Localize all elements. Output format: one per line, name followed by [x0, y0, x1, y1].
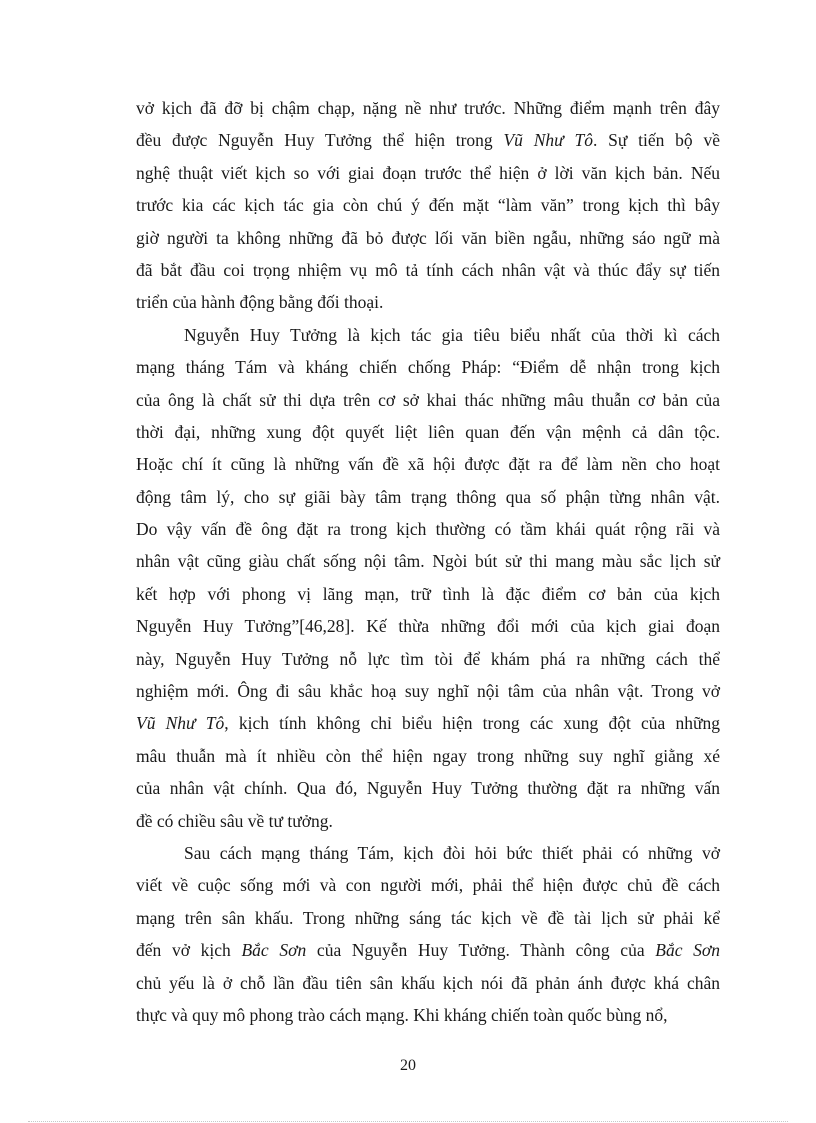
text-run: viết về cuộc sống mới và con người mới, phải thể hiện được chủ đề cách [136, 875, 720, 896]
text-line [136, 934, 720, 966]
text-line [136, 675, 720, 707]
text-run: vở kịch đã đỡ bị chậm chạp, nặng nề như trước. Những điểm mạnh trên đây [136, 98, 720, 118]
text-run: giờ người ta không những đã bỏ được lối văn biền ngẫu, những sáo ngữ mà [136, 227, 720, 248]
text-line [136, 319, 720, 351]
text-run: chủ yếu là ở chỗ lần đầu tiên sân khấu kịch nói đã phản ánh được khá chân [136, 972, 720, 993]
text-run: . Sự tiến bộ về [592, 130, 720, 151]
text-run: thực và quy mô phong trào cách mạng. Khi kháng chiến toàn quốc bùng nổ, [136, 1004, 668, 1025]
text-run: này, Nguyễn Huy Tưởng nỗ lực tìm tòi để khám phá ra những cách thể [136, 648, 720, 669]
paragraph [136, 837, 720, 1031]
text-line [136, 869, 720, 901]
work-title: Vũ Như Tô [503, 130, 593, 151]
text-run: đề có chiều sâu về tư tưởng. [136, 810, 333, 831]
work-title: Vũ Như Tô [136, 713, 225, 734]
text-run: , kịch tính không chỉ biểu hiện trong các xung đột của những [224, 713, 720, 734]
text-run: kết hợp với phong vị lãng mạn, trữ tình là đặc điểm cơ bản của kịch [136, 583, 720, 604]
text-line [136, 286, 720, 318]
text-line [136, 772, 720, 804]
text-run: mạng trên sân khấu. Trong những sáng tác kịch về đề tài lịch sử phải kể [136, 907, 720, 928]
text-run: trước kia các kịch tác gia còn chú ý đến mặt “làm văn” trong kịch thì bây [136, 195, 720, 216]
text-line [136, 578, 720, 610]
text-line [136, 902, 720, 934]
body-text [136, 92, 720, 1031]
text-line [136, 545, 720, 577]
text-run: nhân vật cũng giàu chất sống nội tâm. Ngòi bút sử thi mang màu sắc lịch sử [136, 551, 720, 572]
text-run: triển của hành động bằng đối thoại. [136, 292, 384, 313]
text-line [136, 740, 720, 772]
text-run: đã bắt đầu coi trọng nhiệm vụ mô tả tính cách nhân vật và thúc đẩy sự tiến [136, 259, 720, 280]
text-run: Nguyễn Huy Tưởng”[46,28]. Kế thừa những đổi mới của kịch giai đoạn [136, 616, 720, 637]
text-run: Sau cách mạng tháng Tám, kịch đòi hỏi bức thiết phải có những vở [184, 842, 720, 863]
text-line [136, 805, 720, 837]
text-line [136, 124, 720, 156]
text-line [136, 157, 720, 189]
text-run: Do vậy vấn đề ông đặt ra trong kịch thường có tầm khái quát rộng rãi và [136, 519, 720, 540]
text-line [136, 448, 720, 480]
text-line [136, 222, 720, 254]
work-title: Bắc Sơn [655, 940, 721, 961]
paragraph [136, 319, 720, 837]
text-line [136, 610, 720, 642]
text-line [136, 967, 720, 999]
paragraph [136, 92, 720, 319]
work-title: Bắc Sơn [241, 940, 307, 961]
text-run: Hoặc chí ít cũng là những vấn đề xã hội được đặt ra để làm nền cho hoạt [136, 454, 720, 475]
text-line [136, 189, 720, 221]
text-run: của nhân vật chính. Qua đó, Nguyễn Huy Tưởng thường đặt ra những vấn [136, 778, 720, 799]
text-line [136, 707, 720, 739]
text-line [136, 351, 720, 383]
text-run: nghệ thuật viết kịch so với giai đoạn trước thể hiện ở lời văn kịch bản. Nếu [136, 162, 720, 183]
text-line [136, 999, 720, 1031]
text-line [136, 384, 720, 416]
text-line [136, 513, 720, 545]
text-line [136, 416, 720, 448]
text-line [136, 643, 720, 675]
footer-divider [28, 1121, 788, 1122]
text-run: đều được Nguyễn Huy Tưởng thể hiện trong [136, 130, 504, 151]
text-line [136, 837, 720, 869]
text-line [136, 92, 720, 124]
text-run: nghiệm mới. Ông đi sâu khắc hoạ suy nghĩ nội tâm của nhân vật. Trong vở [136, 681, 720, 702]
text-run: Nguyễn Huy Tưởng là kịch tác gia tiêu biểu nhất của thời kì cách [184, 324, 720, 345]
text-run: mạng tháng Tám và kháng chiến chống Pháp: “Điểm dễ nhận trong kịch [136, 357, 720, 378]
page-number: 20 [400, 1057, 416, 1074]
text-run: đến vở kịch [136, 940, 242, 961]
text-run: thời đại, những xung đột quyết liệt liên quan đến vận mệnh cả dân tộc. [136, 421, 720, 442]
text-line [136, 481, 720, 513]
text-run: mâu thuẫn mà ít nhiều còn thể hiện ngay trong những suy nghĩ giằng xé [136, 745, 720, 766]
text-run: của ông là chất sử thi dựa trên cơ sở khai thác những mâu thuẫn cơ bản của [136, 389, 720, 410]
text-run: của Nguyễn Huy Tưởng. Thành công của [306, 940, 656, 961]
text-run: động tâm lý, cho sự giãi bày tâm trạng thông qua số phận từng nhân vật. [136, 486, 720, 507]
text-line [136, 254, 720, 286]
